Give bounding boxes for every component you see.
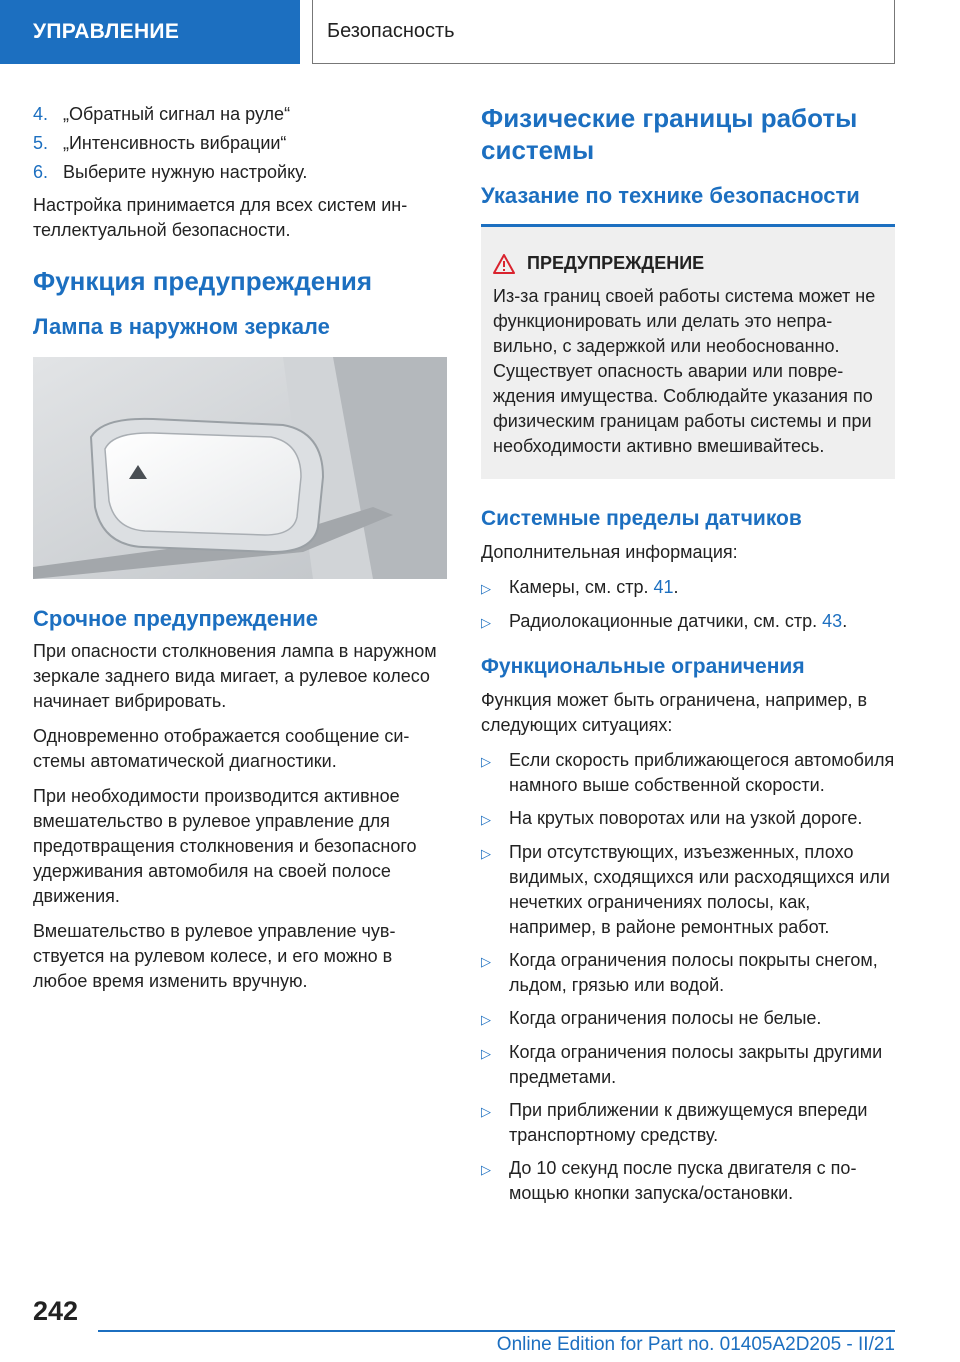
heading-warning-function: Функция предупреждения [33,266,373,296]
footer-divider [98,1330,895,1332]
list-item [481,575,895,601]
list-item [481,1006,895,1032]
footer-edition[interactable]: Online Edition for Part no. 01405A2D205 - II/21 [496,1334,895,1355]
item-number: 5. [33,133,49,153]
bullet-triangle-icon: ▷ [481,812,491,827]
numbered-item [33,102,447,127]
list-item-text: Радиолокационные датчики, см. стр. 43. [509,611,848,631]
warning-title-text: ПРЕДУПРЕЖДЕНИЕ [527,253,705,273]
list-item-text: При отсутствующих, изъезженных, плохо видимых, сходящихся или расходящихся или нечетких ограничениях полосы, как, например, в районе ремонтных работ. [509,842,890,937]
heading-functional-limits: Функциональные ограничения [481,655,805,678]
list-item [481,1040,895,1090]
right-column [481,102,895,1214]
list-item-text: Когда ограничения полосы не белые. [509,1008,822,1028]
page-link[interactable]: 41 [653,577,674,597]
list-item-text: Когда ограничения полосы закрыты другими предметами. [509,1042,883,1087]
list-item [481,1098,895,1148]
list-item-text: Когда ограничения полосы покрыты снегом, льдом, грязью или водой. [509,950,878,995]
list-item [481,748,895,798]
heading-safety-note: Указание по технике безопасности [481,183,860,208]
list-item [481,1156,895,1206]
numbered-item [33,131,447,156]
bullet-triangle-icon: ▷ [481,954,491,969]
page-number: 242 [33,1296,79,1326]
list-item [481,840,895,940]
list-item-text: При приближении к движущемуся впереди транспортному средству. [509,1100,868,1145]
warning-title [493,251,883,276]
more-info-paragraph: Дополнительная информация: [481,542,738,562]
list-item-text: Если скорость приближающегося автомобиля намного выше собственной скорости. [509,750,895,795]
warning-text: Из-за границ своей работы система может не функционировать или делать это неправильно, с задержкой или необоснованно. Существует опасность аварии или повреждения имущества. Соблюдайте указания по физическим границам работы системы и при необходимости активно вмешивайтесь. [493,286,876,456]
item-text: Выберите нужную настройку. [63,162,308,182]
heading-urgent-warning: Срочное предупреждение [33,606,319,631]
bullet-triangle-icon: ▷ [481,615,491,630]
setting-paragraph: Настройка принимается для всех систем интеллектуальной безопасности. [33,195,408,240]
section-title: Безопасность [312,0,895,64]
item-number: 6. [33,162,49,182]
item-text: „Обратный сигнал на руле“ [63,104,291,124]
heading-physical-limits: Физические границы работы системы [481,103,858,165]
chapter-tab[interactable]: УПРАВЛЕНИЕ [0,0,300,64]
list-item-text: Камеры, см. стр. 41. [509,577,679,597]
warning-triangle-icon [493,254,515,274]
bullet-triangle-icon: ▷ [481,1162,491,1177]
list-item [481,948,895,998]
list-item [481,609,895,635]
left-column [33,102,447,1004]
warning-box [481,224,895,479]
functional-paragraph: Функция может быть ограничена, например, в следующих ситуациях: [481,690,868,735]
item-number: 4. [33,104,49,124]
page-link[interactable]: 43 [822,611,843,631]
list-item-text: До 10 секунд после пуска двигателя с помощью кнопки запуска/остановки. [509,1158,857,1203]
urgent-paragraph-4: Вмешательство в рулевое управление чувствуется на рулевом колесе, и его можно в любое время изменить вручную. [33,921,396,991]
mirror-illustration [33,357,447,579]
item-text: „Интенсивность вибрации“ [63,133,287,153]
bullet-triangle-icon: ▷ [481,1104,491,1119]
numbered-item [33,160,447,185]
list-item [481,806,895,832]
bullet-triangle-icon: ▷ [481,754,491,769]
urgent-paragraph-3: При необходимости производится активное вмешательство в рулевое управление для предотвращения столкновения и безопасного удерживания автомобиля на своей полосе движения. [33,786,417,906]
list-item-text: На крутых поворотах или на узкой дороге. [509,808,863,828]
urgent-paragraph-2: Одновременно отображается сообщение системы автоматической диагностики. [33,726,410,771]
bullet-triangle-icon: ▷ [481,846,491,861]
heading-sensor-limits: Системные пределы датчиков [481,507,802,530]
urgent-paragraph-1: При опасности столкновения лампа в наружном зеркале заднего вида мигает, а рулевое колесо начинает вибрировать. [33,641,437,711]
bullet-triangle-icon: ▷ [481,581,491,596]
bullet-triangle-icon: ▷ [481,1046,491,1061]
bullet-triangle-icon: ▷ [481,1012,491,1027]
heading-mirror-lamp: Лампа в наружном зеркале [33,314,330,339]
